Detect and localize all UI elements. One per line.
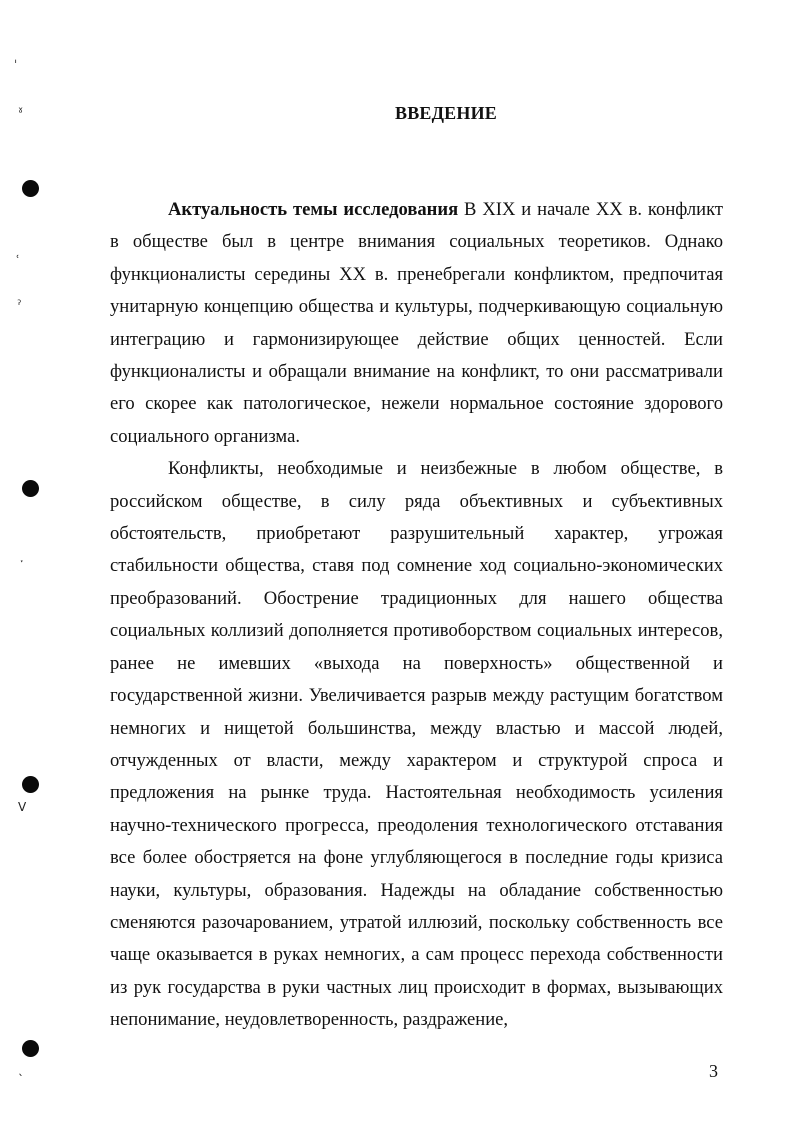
page-heading: ВВЕДЕНИЕ (394, 103, 497, 123)
paragraph-2 (110, 453, 723, 1036)
scan-mark: ˠ (18, 104, 24, 118)
scan-mark: ˈ (14, 58, 18, 72)
paragraph-text: В XIX и начале XX в. конфликт в обществе был в центре внимания социальных теоретиков. Однако функционалисты середины XX в. пренебрегали конфликтом, предпочитая унитарную концепцию общества и культуры, подчеркивающую социальную интеграцию и гармонизирующее действие общих ценностей. Если функционалисты и обращали внимание на конфликт, то они рассматривали его скорее как патологическое, нежели нормальное состояние здорового социального организма. (110, 199, 723, 447)
binder-hole-1 (22, 180, 39, 197)
paragraph-text: Конфликты, необходимые и неизбежные в любом обществе, в российском обществе, в силу ряда объективных и субъективных обстоятельств, приобретают разрушительный характер, угрожая стабильности общества, ставя под сомнение ход социально-экономических преобразований. Обострение традиционных для нашего общества социальных коллизий дополняется противоборством социальных интересов, ранее не имевших «выхода на поверхность» общественной и государственной жизни. Увеличивается разрыв между растущим богатством немногих и нищетой большинства, между властью и массой людей, отчужденных от власти, между характером и структурой спроса и предложения на рынке труда. Настоятельная необходимость усиления научно-технического прогресса, преодоления технологического отставания все более обостряется на фоне углубляющегося в последние годы кризиса науки, культуры, образования. Надежды на обладание собственностью сменяются разочарованием, утратой иллюзий, поскольку собственность все чаще оказывается в руках немногих, а сам процесс перехода собственности из рук государства в руки частных лиц происходит в формах, вызывающих непонимание, неудовлетворенность, раздражение, (110, 458, 723, 1031)
paragraph-1 (110, 194, 723, 453)
scan-mark: ˑ (20, 556, 25, 570)
scan-mark: ˎ (18, 1062, 24, 1076)
scan-mark: ˓ (16, 250, 20, 264)
document-body (110, 194, 723, 1037)
paragraph-lead: Актуальность темы исследования (168, 199, 459, 220)
page-number: 3 (709, 1061, 718, 1081)
binder-hole-3 (22, 776, 39, 793)
binder-hole-4 (22, 1040, 39, 1057)
binder-hole-2 (22, 480, 39, 497)
scan-mark: V (18, 800, 27, 814)
scan-mark: ˀ (17, 298, 22, 312)
